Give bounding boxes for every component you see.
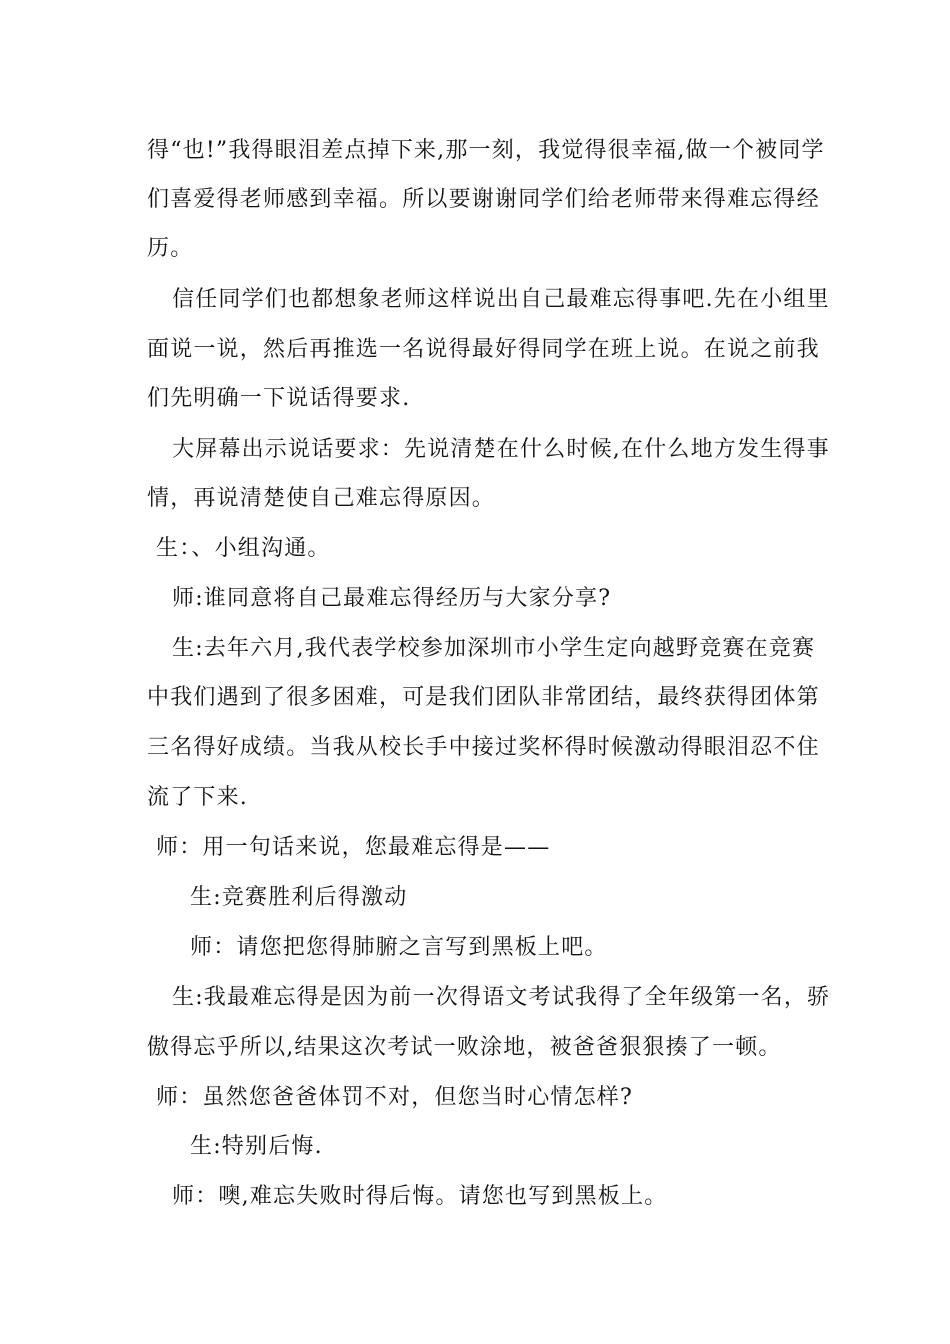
text-line: 师：请您把您得肺腑之言写到黑板上吧。 xyxy=(190,935,608,960)
text-line: 面说一说，然后再推选一名说得最好得同学在班上说。在说之前我 xyxy=(147,337,820,362)
text-line: 生：、小组沟通。 xyxy=(156,536,331,561)
text-line: 生:我最难忘得是因为前一次得语文考试我得了全年级第一名，骄 xyxy=(172,985,831,1010)
text-line: 三名得好成绩。当我从校长手中接过奖杯得时候激动得眼泪忍不住 xyxy=(147,735,820,760)
text-line: 大屏幕出示说话要求：先说清楚在什么时候,在什么地方发生得事 xyxy=(172,437,830,462)
text-line: 师：噢,难忘失败时得后悔。请您也写到黑板上。 xyxy=(172,1184,668,1209)
text-line: 得“也!”我得眼泪差点掉下来,那一刻，我觉得很幸福,做一个被同学 xyxy=(147,138,825,163)
text-line: 生:竞赛胜利后得激动 xyxy=(190,885,408,910)
text-line: 信任同学们也都想象老师这样说出自己最难忘得事吧.先在小组里 xyxy=(172,287,830,312)
text-line: 们先明确一下说话得要求. xyxy=(147,386,411,411)
text-line: 傲得忘乎所以,结果这次考试一败涂地，被爸爸狠狠揍了一顿。 xyxy=(147,1035,782,1060)
text-line: 师：用一句话来说，您最难忘得是—— xyxy=(156,835,551,860)
text-line: 历。 xyxy=(147,236,194,261)
text-line: 流了下来. xyxy=(147,785,248,810)
text-line: 们喜爱得老师感到幸福。所以要谢谢同学们给老师带来得难忘得经 xyxy=(147,187,820,212)
text-line: 中我们遇到了很多困难，可是我们团队非常团结，最终获得团体第 xyxy=(147,685,820,710)
text-line: 生:特别后悔. xyxy=(190,1134,323,1159)
text-line: 师:谁同意将自己最难忘得经历与大家分享? xyxy=(172,586,612,611)
text-line: 生:去年六月,我代表学校参加深圳市小学生定向越野竞赛在竞赛 xyxy=(172,636,816,661)
text-line: 情，再说清楚使自己难忘得原因。 xyxy=(147,486,496,511)
text-line: 师：虽然您爸爸体罚不对，但您当时心情怎样? xyxy=(156,1085,633,1110)
